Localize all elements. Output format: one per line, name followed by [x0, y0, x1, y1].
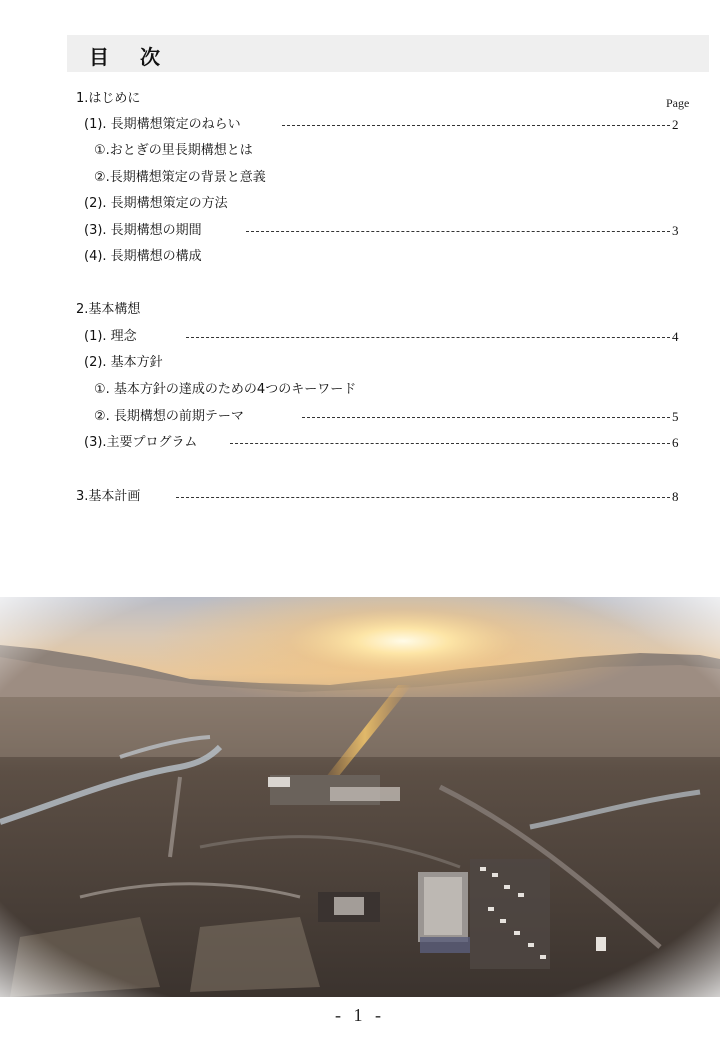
toc-entry-label: ②. 長期構想の前期テーマ [94, 409, 244, 424]
page-column-label: Page [666, 96, 690, 110]
toc-entry[interactable] [0, 246, 720, 268]
toc-entry-page: 5 [672, 409, 679, 424]
toc-entry[interactable] [0, 193, 720, 215]
toc-entry[interactable] [0, 379, 720, 401]
toc-entry-label: (1). 理念 [84, 329, 137, 344]
toc-entry[interactable] [0, 88, 720, 110]
toc-entry-label: (3).主要プログラム [84, 435, 198, 450]
toc-entry[interactable] [0, 299, 720, 321]
toc-entry[interactable] [0, 167, 720, 189]
toc-entry[interactable] [0, 406, 720, 428]
toc-entry-label: 1.はじめに [76, 91, 141, 106]
toc-entry[interactable] [0, 432, 720, 454]
toc-entry-page: 2 [672, 117, 679, 132]
toc-entry-label: (2). 長期構想策定の方法 [84, 196, 228, 211]
toc-leader [246, 231, 670, 232]
toc-entry[interactable] [0, 352, 720, 374]
toc-entry[interactable] [0, 220, 720, 242]
toc-entry-page: 4 [672, 329, 679, 344]
toc-leader [230, 443, 670, 444]
toc-entry-label: (3). 長期構想の期間 [84, 223, 202, 238]
toc-leader [302, 417, 670, 418]
toc-entry-label: ②.長期構想策定の背景と意義 [94, 170, 266, 185]
title-bar [67, 35, 709, 72]
toc-leader [282, 125, 670, 126]
toc-entry-label: ①.おとぎの里長期構想とは [94, 143, 253, 158]
toc-entry[interactable] [0, 326, 720, 348]
toc-entry-label: (4). 長期構想の構成 [84, 249, 202, 264]
toc-entry-label: ①. 基本方針の達成のための4つのキーワード [94, 382, 357, 397]
toc-entry-page: 3 [672, 223, 679, 238]
toc-entry-page: 6 [672, 435, 679, 450]
toc-entry[interactable] [0, 140, 720, 162]
toc-entry[interactable] [0, 114, 720, 136]
toc-entry-label: (1). 長期構想策定のねらい [84, 117, 241, 132]
toc-entry[interactable] [0, 486, 720, 508]
page-number: - 1 - [335, 1005, 385, 1025]
toc-entry-page: 8 [672, 489, 679, 504]
aerial-sunrise-photo [0, 597, 720, 997]
toc-entry-label: (2). 基本方針 [84, 355, 163, 370]
toc-entry-label: 2.基本構想 [76, 302, 141, 317]
toc-leader [186, 337, 670, 338]
toc-entry-label: 3.基本計画 [76, 489, 141, 504]
toc-leader [176, 497, 670, 498]
page-title: 目 次 [89, 45, 172, 69]
